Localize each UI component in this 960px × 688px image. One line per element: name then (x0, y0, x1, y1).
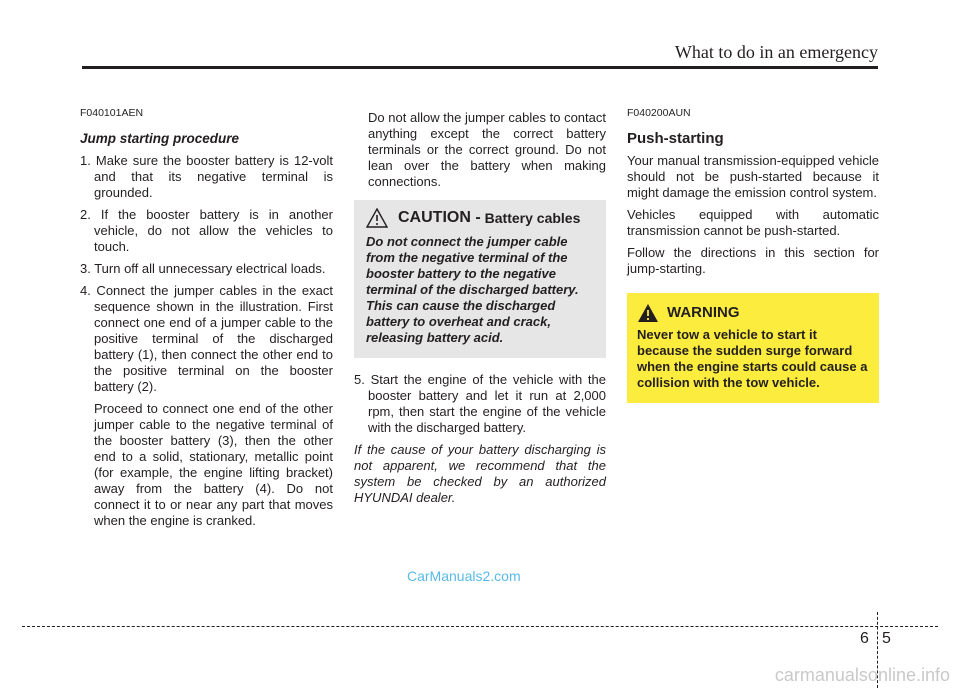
warning-triangle-icon (637, 303, 659, 323)
warning-text: Never tow a vehicle to start it because the sudden surge forward when the engine starts could cause a collision with the tow vehicle. (637, 327, 868, 390)
body-paragraph: Your manual transmission-equipped vehicle should not be push-started because it might damage the emission control system. (627, 153, 879, 200)
warning-box (627, 293, 879, 403)
column-left (80, 105, 333, 535)
footer-dashed-rule (22, 626, 938, 627)
header-rule (82, 66, 878, 69)
step-item: 5. Start the engine of the vehicle with the booster battery and let it run at 2,000 rpm, then start the engine of the vehicle with the discharged battery. (354, 372, 606, 435)
section-code: F040200AUN (627, 107, 691, 119)
body-paragraph: Vehicles equipped with automatic transmission cannot be push-started. (627, 207, 879, 238)
body-paragraph: Follow the directions in this section for jump-starting. (627, 245, 879, 276)
step-item: 2. If the booster battery is in another vehicle, do not allow the vehicles to touch. (80, 207, 333, 254)
column-middle (354, 110, 606, 512)
page-number: 5 (882, 630, 891, 647)
watermark-link[interactable]: CarManuals2.com (407, 568, 521, 584)
column-right (627, 105, 879, 403)
chapter-number: 6 (860, 630, 869, 647)
page-header-title: What to do in an emergency (674, 42, 878, 62)
caution-header (366, 208, 594, 228)
steps-list (80, 153, 333, 395)
caution-triangle-icon (366, 208, 388, 228)
step-item: 1. Make sure the booster battery is 12-volt and that its negative terminal is grounded. (80, 153, 333, 200)
section-code: F040101AEN (80, 107, 144, 119)
footer-watermark: carmanualsonline.info (774, 665, 950, 685)
step-item: 4. Connect the jumper cables in the exact sequence shown in the illustration. First connect one end of a jumper cable to the positive terminal of the discharged battery (1), then connect the other end to the positive terminal on the booster battery (2). (80, 283, 333, 394)
caution-label: CAUTION - (398, 209, 481, 226)
warning-header (637, 303, 869, 323)
caution-text: Do not connect the jumper cable from the negative terminal of the booster battery to the negative terminal of the discharged battery. This can cause the discharged battery to overheat and crack, releasing battery acid. (366, 234, 579, 345)
body-paragraph: Proceed to connect one end of the other jumper cable to the negative terminal of the booster battery (3), then the other end to a solid, stationary, metallic point (for example, the engine lifting bracket) away from the battery (4). Do not connect it to or near any part that moves when the engine is cranked. (94, 401, 333, 528)
step-item: 3. Turn off all unnecessary electrical loads. (80, 261, 326, 276)
body-paragraph: Do not allow the jumper cables to contact anything except the correct battery terminals or the correct ground. Do not lean over the battery when making connections. (368, 110, 606, 189)
caution-subject: Battery cables (484, 210, 581, 226)
warning-label: WARNING (667, 304, 740, 321)
caution-box (354, 200, 606, 358)
steps-list (354, 372, 606, 436)
section-subtitle: Jump starting procedure (80, 131, 240, 146)
section-heading: Push-starting (627, 130, 724, 147)
italic-note: If the cause of your battery discharging is not apparent, we recommend that the system be checked by an authorized HYUNDAI dealer. (354, 442, 606, 505)
